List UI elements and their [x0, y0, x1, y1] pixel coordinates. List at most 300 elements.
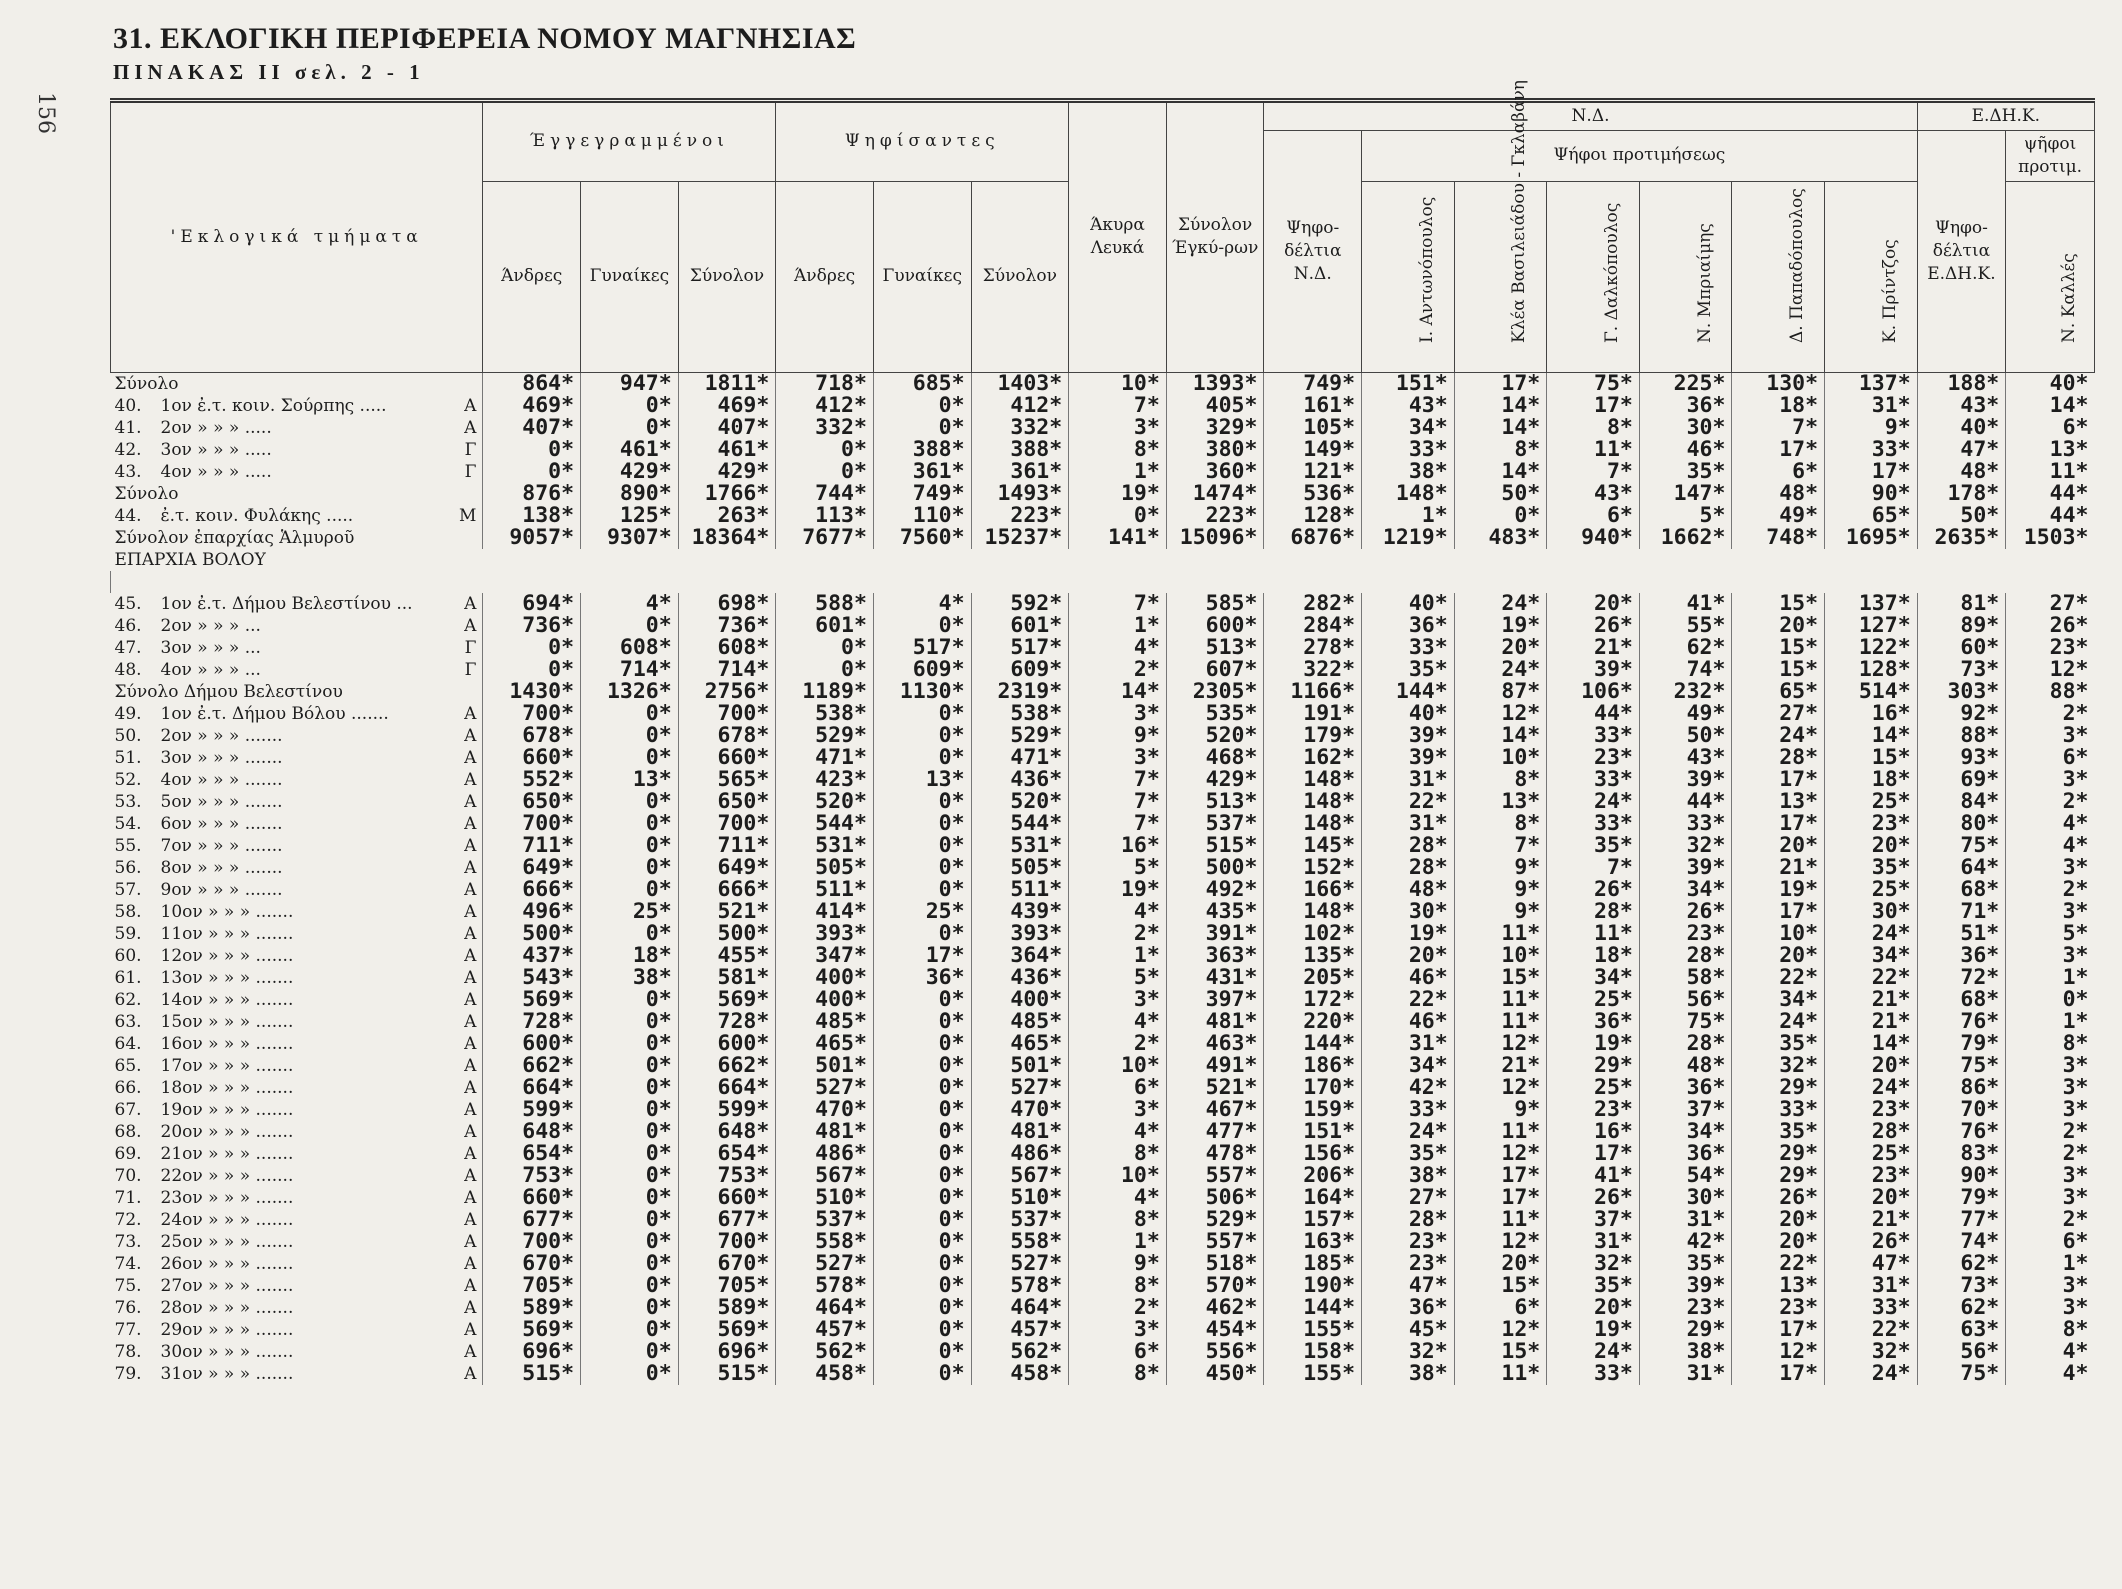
value-cell: 147*	[1639, 483, 1732, 505]
row-number: 73.	[114, 1231, 142, 1252]
value-cell: 75*	[1639, 1011, 1732, 1033]
value-cell: 506*	[1166, 1187, 1264, 1209]
value-cell: 749*	[873, 483, 971, 505]
value-cell: 8*	[2006, 1319, 2095, 1341]
value-cell: 38*	[1639, 1341, 1732, 1363]
value-cell: 567*	[776, 1165, 874, 1187]
value-cell: 0*	[776, 659, 874, 681]
row-number: 75.	[114, 1275, 142, 1296]
value-cell: 4*	[1069, 901, 1167, 923]
value-cell: 282*	[1264, 593, 1362, 615]
value-cell: 0*	[581, 1275, 679, 1297]
value-cell: 24*	[1547, 791, 1640, 813]
row-number: 50.	[114, 725, 142, 746]
value-cell: 700*	[678, 703, 776, 725]
header-candidate-dalkopoulos: Γ. Δαλκόπουλος	[1547, 181, 1640, 372]
value-cell: 698*	[678, 593, 776, 615]
value-cell: 263*	[678, 505, 776, 527]
value-cell: 13*	[581, 769, 679, 791]
value-cell: 0*	[873, 1055, 971, 1077]
value-cell: 1189*	[776, 681, 874, 703]
value-cell: 70*	[1917, 1099, 2006, 1121]
row-label: 3ον » » » .....	[160, 439, 272, 460]
row-label-cell	[111, 879, 483, 901]
value-cell: 88*	[2006, 681, 2095, 703]
table-row	[111, 1275, 2095, 1297]
value-cell: 1766*	[678, 483, 776, 505]
value-cell: 496*	[483, 901, 581, 923]
value-cell: 454*	[1166, 1319, 1264, 1341]
row-label-cell	[111, 857, 483, 879]
value-cell: 22*	[1825, 1319, 1918, 1341]
row-category: Γ	[464, 659, 477, 680]
value-cell: 6876*	[1264, 527, 1362, 549]
value-cell: 471*	[776, 747, 874, 769]
value-cell: 0*	[873, 1033, 971, 1055]
row-number: 53.	[114, 791, 142, 812]
value-cell: 648*	[678, 1121, 776, 1143]
row-label: 4ον » » » .....	[160, 461, 272, 482]
value-cell: 700*	[483, 703, 581, 725]
value-cell: 19*	[1454, 615, 1547, 637]
value-cell: 500*	[1166, 857, 1264, 879]
row-number: 62.	[114, 989, 142, 1010]
value-cell: 17*	[1547, 395, 1640, 417]
row-label: 26ον » » » .......	[160, 1253, 294, 1274]
value-cell: 144*	[1264, 1297, 1362, 1319]
row-label-cell	[111, 593, 483, 615]
value-cell: 511*	[776, 879, 874, 901]
value-cell: 0*	[873, 395, 971, 417]
value-cell: 19*	[1069, 879, 1167, 901]
value-cell: 0*	[483, 461, 581, 483]
row-category: Α	[464, 1209, 477, 1230]
value-cell: 81*	[1917, 593, 2006, 615]
value-cell: 20*	[1825, 1055, 1918, 1077]
value-cell: 749*	[1264, 372, 1362, 395]
value-cell: 80*	[1917, 813, 2006, 835]
value-cell: 556*	[1166, 1341, 1264, 1363]
value-cell: 8*	[1069, 439, 1167, 461]
table-row	[111, 1231, 2095, 1253]
value-cell: 2*	[2006, 1121, 2095, 1143]
value-cell: 332*	[776, 417, 874, 439]
row-label: 6ον » » » .......	[160, 813, 283, 834]
value-cell: 592*	[971, 593, 1069, 615]
value-cell: 20*	[1732, 1209, 1825, 1231]
value-cell: 2*	[1069, 659, 1167, 681]
header-invalid: Άκυρα Λευκά	[1069, 101, 1167, 373]
value-cell: 0*	[581, 857, 679, 879]
value-cell: 17*	[1547, 1143, 1640, 1165]
value-cell: 435*	[1166, 901, 1264, 923]
value-cell: 1393*	[1166, 372, 1264, 395]
value-cell: 455*	[678, 945, 776, 967]
value-cell: 3*	[2006, 857, 2095, 879]
value-cell: 17*	[1825, 461, 1918, 483]
value-cell: 161*	[1264, 395, 1362, 417]
value-cell: 25*	[1825, 791, 1918, 813]
value-cell: 128*	[1825, 659, 1918, 681]
row-category: Μ	[459, 505, 477, 526]
value-cell: 660*	[483, 747, 581, 769]
value-cell: 6*	[1732, 461, 1825, 483]
value-cell: 223*	[971, 505, 1069, 527]
value-cell: 148*	[1362, 483, 1455, 505]
row-label: 8ον » » » .......	[160, 857, 283, 878]
table-row	[111, 1165, 2095, 1187]
value-cell: 0*	[873, 1187, 971, 1209]
value-cell: 73*	[1917, 659, 2006, 681]
value-cell: 23*	[1825, 1099, 1918, 1121]
value-cell: 521*	[678, 901, 776, 923]
value-cell: 486*	[971, 1143, 1069, 1165]
value-cell: 39*	[1362, 747, 1455, 769]
row-label: 18ον » » » .......	[160, 1077, 294, 1098]
row-number: 42.	[114, 439, 142, 460]
value-cell: 361*	[971, 461, 1069, 483]
value-cell: 33*	[1825, 439, 1918, 461]
row-label-cell	[111, 461, 483, 483]
row-label-cell	[111, 1143, 483, 1165]
table-row	[111, 439, 2095, 461]
row-number: 58.	[114, 901, 142, 922]
value-cell: 155*	[1264, 1363, 1362, 1385]
value-cell: 400*	[776, 989, 874, 1011]
row-number: 74.	[114, 1253, 142, 1274]
value-cell: 12*	[1732, 1341, 1825, 1363]
subtotal-row	[111, 527, 2095, 549]
value-cell: 138*	[483, 505, 581, 527]
value-cell: 609*	[873, 659, 971, 681]
value-cell: 232*	[1639, 681, 1732, 703]
value-cell: 666*	[678, 879, 776, 901]
value-cell: 364*	[971, 945, 1069, 967]
row-category: Α	[464, 1121, 477, 1142]
value-cell: 152*	[1264, 857, 1362, 879]
row-category: Α	[464, 791, 477, 812]
value-cell: 223*	[1166, 505, 1264, 527]
value-cell: 141*	[1069, 527, 1167, 549]
value-cell: 0*	[581, 1055, 679, 1077]
value-cell: 515*	[1166, 835, 1264, 857]
value-cell: 17*	[1454, 1187, 1547, 1209]
value-cell: 570*	[1166, 1275, 1264, 1297]
value-cell: 0*	[776, 461, 874, 483]
value-cell: 513*	[1166, 791, 1264, 813]
value-cell: 32*	[1825, 1341, 1918, 1363]
value-cell: 102*	[1264, 923, 1362, 945]
value-cell: 76*	[1917, 1121, 2006, 1143]
value-cell: 0*	[873, 1231, 971, 1253]
value-cell: 465*	[971, 1033, 1069, 1055]
value-cell: 148*	[1264, 769, 1362, 791]
value-cell: 2*	[2006, 879, 2095, 901]
table-row	[111, 659, 2095, 681]
row-number: 59.	[114, 923, 142, 944]
table-row	[111, 1143, 2095, 1165]
table-row	[111, 1253, 2095, 1275]
value-cell: 501*	[971, 1055, 1069, 1077]
value-cell: 34*	[1639, 879, 1732, 901]
value-cell: 9*	[1454, 1099, 1547, 1121]
row-label-cell	[111, 1121, 483, 1143]
value-cell: 0*	[873, 1319, 971, 1341]
row-label: 15ον » » » .......	[160, 1011, 294, 1032]
value-cell: 26*	[1825, 1231, 1918, 1253]
table-row	[111, 1209, 2095, 1231]
value-cell: 58*	[1639, 967, 1732, 989]
table-row	[111, 593, 2095, 615]
value-cell: 27*	[1732, 703, 1825, 725]
value-cell: 3*	[2006, 1275, 2095, 1297]
value-cell: 11*	[1454, 1011, 1547, 1033]
value-cell: 38*	[1362, 461, 1455, 483]
row-label: 21ον » » » .......	[160, 1143, 294, 1164]
value-cell: 436*	[971, 967, 1069, 989]
value-cell: 510*	[971, 1187, 1069, 1209]
value-cell: 47*	[1825, 1253, 1918, 1275]
row-category: Α	[464, 703, 477, 724]
row-category: Α	[464, 1319, 477, 1340]
value-cell: 22*	[1732, 1253, 1825, 1275]
value-cell: 677*	[483, 1209, 581, 1231]
value-cell: 151*	[1264, 1121, 1362, 1143]
value-cell: 60*	[1917, 637, 2006, 659]
value-cell: 400*	[776, 967, 874, 989]
value-cell: 677*	[678, 1209, 776, 1231]
value-cell: 34*	[1547, 967, 1640, 989]
row-category: Α	[464, 989, 477, 1010]
value-cell: 27*	[2006, 593, 2095, 615]
value-cell: 2*	[2006, 1143, 2095, 1165]
header-voted-men: Άνδρες	[776, 181, 874, 372]
value-cell: 75*	[1917, 1363, 2006, 1385]
value-cell: 664*	[678, 1077, 776, 1099]
row-label-cell: Σύνολο Δήμου Βελεστίνου	[114, 681, 343, 702]
value-cell: 0*	[581, 1253, 679, 1275]
value-cell: 25*	[1547, 1077, 1640, 1099]
value-cell: 29*	[1547, 1055, 1640, 1077]
value-cell: 76*	[1917, 1011, 2006, 1033]
value-cell: 90*	[1917, 1165, 2006, 1187]
header-candidate-printzos: Κ. Πρίντζος	[1825, 181, 1918, 372]
value-cell: 1*	[1069, 461, 1167, 483]
row-label: 2ον » » » .......	[160, 725, 283, 746]
row-label-cell	[111, 1341, 483, 1363]
table-row	[111, 945, 2095, 967]
value-cell: 527*	[776, 1253, 874, 1275]
table-row	[111, 1363, 2095, 1385]
value-cell: 23*	[1732, 1297, 1825, 1319]
value-cell: 0*	[581, 1143, 679, 1165]
value-cell: 34*	[1362, 1055, 1455, 1077]
value-cell: 164*	[1264, 1187, 1362, 1209]
value-cell: 166*	[1264, 879, 1362, 901]
value-cell: 29*	[1732, 1077, 1825, 1099]
value-cell: 20*	[1825, 1187, 1918, 1209]
value-cell: 562*	[971, 1341, 1069, 1363]
value-cell: 0*	[873, 1143, 971, 1165]
value-cell: 462*	[1166, 1297, 1264, 1319]
value-cell: 15096*	[1166, 527, 1264, 549]
value-cell: 538*	[776, 703, 874, 725]
value-cell: 6*	[1547, 505, 1640, 527]
value-cell: 34*	[1639, 1121, 1732, 1143]
value-cell: 144*	[1362, 681, 1455, 703]
page-title: 31. ΕΚΛΟΓΙΚΗ ΠΕΡΙΦΕΡΕΙΑ ΝΟΜΟΥ ΜΑΓΝΗΣΙΑΣ	[113, 22, 857, 55]
value-cell: 6*	[1069, 1077, 1167, 1099]
value-cell: 400*	[971, 989, 1069, 1011]
value-cell: 0*	[873, 1011, 971, 1033]
row-number: 71.	[114, 1187, 142, 1208]
page-number: 156	[33, 92, 58, 134]
value-cell: 43*	[1639, 747, 1732, 769]
value-cell: 20*	[1825, 835, 1918, 857]
row-category: Γ	[464, 637, 477, 658]
value-cell: 43*	[1547, 483, 1640, 505]
row-label: 22ον » » » .......	[160, 1165, 294, 1186]
row-label-cell	[111, 395, 483, 417]
value-cell: 50*	[1639, 725, 1732, 747]
value-cell: 19*	[1362, 923, 1455, 945]
row-label: 11ον » » » .......	[160, 923, 294, 944]
header-registered-women: Γυναίκες	[581, 181, 679, 372]
section-heading: ΕΠΑΡΧΙΑ ΒΟΛΟΥ	[114, 549, 266, 570]
value-cell: 27*	[1362, 1187, 1455, 1209]
row-category: Α	[464, 1143, 477, 1164]
value-cell: 23*	[2006, 637, 2095, 659]
table-row	[111, 1099, 2095, 1121]
value-cell: 3*	[1069, 989, 1167, 1011]
header-voted-total: Σύνολον	[971, 181, 1069, 372]
value-cell: 527*	[776, 1077, 874, 1099]
value-cell: 666*	[483, 879, 581, 901]
value-cell: 30*	[1639, 417, 1732, 439]
value-cell: 36*	[1639, 395, 1732, 417]
value-cell: 1326*	[581, 681, 679, 703]
value-cell: 515*	[678, 1363, 776, 1385]
value-cell: 552*	[483, 769, 581, 791]
value-cell: 74*	[1917, 1231, 2006, 1253]
row-label-cell	[111, 989, 483, 1011]
table-row	[111, 417, 2095, 439]
value-cell: 25*	[1547, 989, 1640, 1011]
value-cell: 149*	[1264, 439, 1362, 461]
value-cell: 8*	[1069, 1209, 1167, 1231]
row-label-cell	[111, 967, 483, 989]
value-cell: 7*	[1547, 461, 1640, 483]
value-cell: 28*	[1547, 901, 1640, 923]
value-cell: 565*	[678, 769, 776, 791]
row-category: Γ	[464, 461, 477, 482]
row-category: Α	[464, 725, 477, 746]
row-label: 1ον ἐ.τ. Δήμου Βελεστίνου ...	[160, 593, 413, 614]
value-cell: 84*	[1917, 791, 2006, 813]
row-category: Α	[464, 1033, 477, 1054]
value-cell: 567*	[971, 1165, 1069, 1187]
value-cell: 23*	[1825, 813, 1918, 835]
value-cell: 128*	[1264, 505, 1362, 527]
value-cell: 21*	[1825, 989, 1918, 1011]
value-cell: 20*	[1454, 637, 1547, 659]
row-label-cell: Σύνολον ἐπαρχίας Ἁλμυροῦ	[114, 527, 355, 548]
value-cell: 68*	[1917, 989, 2006, 1011]
value-cell: 278*	[1264, 637, 1362, 659]
value-cell: 485*	[776, 1011, 874, 1033]
value-cell: 122*	[1825, 637, 1918, 659]
value-cell: 79*	[1917, 1033, 2006, 1055]
row-label-cell	[111, 1077, 483, 1099]
value-cell: 599*	[483, 1099, 581, 1121]
value-cell: 9*	[1069, 725, 1167, 747]
value-cell: 0*	[873, 725, 971, 747]
value-cell: 49*	[1639, 703, 1732, 725]
value-cell: 11*	[1547, 923, 1640, 945]
value-cell: 728*	[678, 1011, 776, 1033]
value-cell: 10*	[1454, 747, 1547, 769]
value-cell: 86*	[1917, 1077, 2006, 1099]
value-cell: 42*	[1362, 1077, 1455, 1099]
value-cell: 6*	[2006, 747, 2095, 769]
value-cell: 3*	[1069, 1099, 1167, 1121]
value-cell: 83*	[1917, 1143, 2006, 1165]
table-row	[111, 1341, 2095, 1363]
value-cell: 347*	[776, 945, 874, 967]
value-cell: 29*	[1732, 1143, 1825, 1165]
row-number: 57.	[114, 879, 142, 900]
value-cell: 518*	[1166, 1253, 1264, 1275]
value-cell: 517*	[971, 637, 1069, 659]
value-cell: 19*	[1547, 1033, 1640, 1055]
value-cell: 23*	[1547, 1099, 1640, 1121]
value-cell: 18*	[1547, 945, 1640, 967]
value-cell: 29*	[1639, 1319, 1732, 1341]
value-cell: 51*	[1917, 923, 2006, 945]
value-cell: 736*	[678, 615, 776, 637]
value-cell: 17*	[1732, 901, 1825, 923]
value-cell: 1*	[1069, 615, 1167, 637]
value-cell: 162*	[1264, 747, 1362, 769]
value-cell: 113*	[776, 505, 874, 527]
header-constituency: 'Εκλογικά τμήματα	[111, 101, 483, 373]
value-cell: 600*	[678, 1033, 776, 1055]
value-cell: 16*	[1825, 703, 1918, 725]
row-label: 31ον » » » .......	[160, 1363, 294, 1384]
value-cell: 589*	[483, 1297, 581, 1319]
table-row	[111, 615, 2095, 637]
value-cell: 77*	[1917, 1209, 2006, 1231]
row-number: 78.	[114, 1341, 142, 1362]
header-registered-total: Σύνολον	[678, 181, 776, 372]
value-cell: 31*	[1362, 1033, 1455, 1055]
row-label-cell	[111, 1319, 483, 1341]
value-cell: 9*	[1454, 879, 1547, 901]
value-cell: 0*	[483, 439, 581, 461]
value-cell: 15*	[1732, 659, 1825, 681]
value-cell: 17*	[1732, 1363, 1825, 1385]
value-cell: 63*	[1917, 1319, 2006, 1341]
value-cell: 26*	[1547, 879, 1640, 901]
value-cell: 1166*	[1264, 681, 1362, 703]
value-cell: 585*	[1166, 593, 1264, 615]
table-row	[111, 901, 2095, 923]
value-cell: 105*	[1264, 417, 1362, 439]
row-label: 1ον ἐ.τ. Δήμου Βόλου .......	[160, 703, 389, 724]
value-cell: 510*	[776, 1187, 874, 1209]
row-label: 2ον » » » .....	[160, 417, 272, 438]
value-cell: 38*	[1362, 1165, 1455, 1187]
